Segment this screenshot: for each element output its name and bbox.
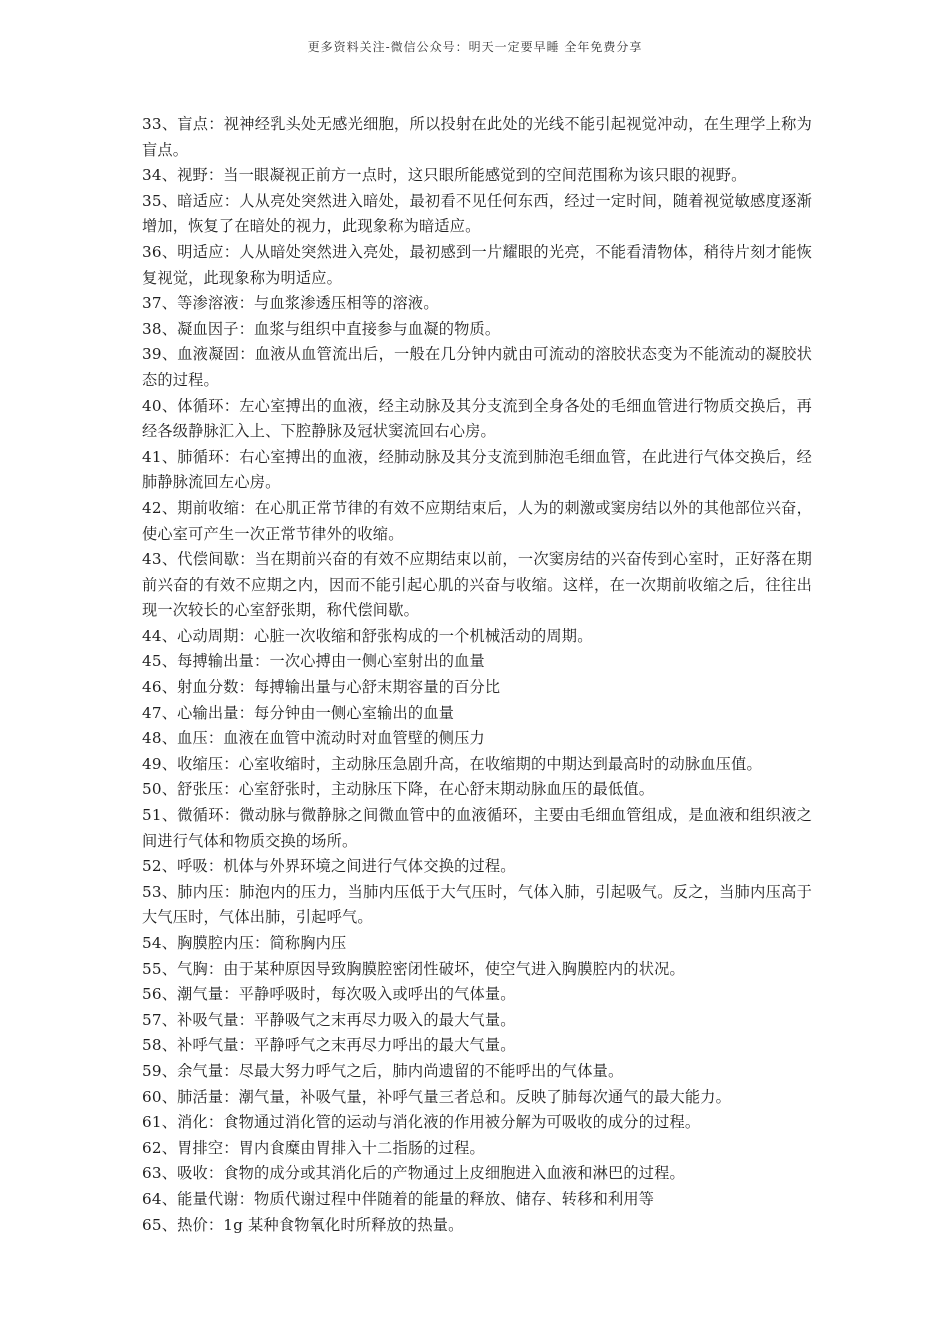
list-item: 57、补吸气量：平静吸气之末再尽力吸入的最大气量。 [142, 1010, 516, 1029]
list-item: 54、胸膜腔内压：简称胸内压 [142, 934, 347, 952]
list-item: 33、盲点：视神经乳头处无感光细胞，所以投射在此处的光线不能引起视觉冲动，在生理学上称为盲点。 [142, 115, 812, 159]
list-item: 35、暗适应：人从亮处突然进入暗处，最初看不见任何东西，经过一定时间，随着视觉敏感度逐渐增加，恢复了在暗处的视力，此现象称为暗适应。 [142, 191, 812, 236]
list-item: 40、体循环：左心室搏出的血液，经主动脉及其分支流到全身各处的毛细血管进行物质交换后，再经各级静脉汇入上、下腔静脉及冠状窦流回右心房。 [142, 396, 812, 441]
list-item: 59、余气量：尽最大努力呼气之后，肺内尚遗留的不能呼出的气体量。 [142, 1061, 624, 1080]
list-item: 58、补呼气量：平静呼气之末再尽力呼出的最大气量。 [142, 1036, 516, 1055]
list-item: 61、消化：食物通过消化管的运动与消化液的作用被分解为可吸收的成分的过程。 [142, 1113, 701, 1132]
list-item: 42、期前收缩：在心肌正常节律的有效不应期结束后，人为的刺激或窦房结以外的其他部位兴奋，使心室可产生一次正常节律外的收缩。 [142, 498, 812, 543]
list-item: 45、每搏输出量：一次心搏由一侧心室射出的血量 [142, 652, 485, 671]
list-item: 38、凝血因子：血浆与组织中直接参与血凝的物质。 [142, 319, 501, 338]
list-item: 49、收缩压：心室收缩时，主动脉压急剧升高，在收缩期的中期达到最高时的动脉血压值。 [142, 754, 762, 773]
list-item: 53、肺内压：肺泡内的压力，当肺内压低于大气压时，气体入肺，引起吸气。反之，当肺内压高于大气压时，气体出肺，引起呼气。 [142, 882, 812, 927]
list-item: 39、血液凝固：血液从血管流出后，一般在几分钟内就由可流动的溶胶状态变为不能流动的凝胶状态的过程。 [142, 345, 812, 389]
list-item: 36、明适应：人从暗处突然进入亮处，最初感到一片耀眼的光亮，不能看清物体，稍待片刻才能恢复视觉，此现象称为明适应。 [142, 242, 812, 287]
list-item: 37、等渗溶液：与血浆渗透压相等的溶液。 [142, 294, 439, 313]
page-header: 更多资料关注-微信公众号：明天一定要早睡 全年免费分享 [307, 40, 643, 54]
list-item: 65、热价：1g 某种食物氧化时所释放的热量。 [142, 1215, 464, 1234]
list-item: 63、吸收：食物的成分或其消化后的产物通过上皮细胞进入血液和淋巴的过程。 [142, 1164, 685, 1183]
list-item: 55、气胸：由于某种原因导致胸膜腔密闭性破坏，使空气进入胸膜腔内的状况。 [142, 959, 685, 978]
list-item: 48、血压：血液在血管中流动时对血管壁的侧压力 [142, 729, 485, 748]
list-item: 34、视野：当一眼凝视正前方一点时，这只眼所能感觉到的空间范围称为该只眼的视野。 [142, 166, 747, 185]
list-item: 50、舒张压：心室舒张时，主动脉压下降，在心舒末期动脉血压的最低值。 [142, 780, 655, 799]
list-item: 56、潮气量：平静呼吸时，每次吸入或呼出的气体量。 [142, 985, 516, 1004]
list-item: 41、肺循环：右心室搏出的血液，经肺动脉及其分支流到肺泡毛细血管，在此进行气体交换后，经肺静脉流回左心房。 [142, 447, 812, 492]
list-item: 46、射血分数：每搏输出量与心舒末期容量的百分比 [142, 678, 501, 697]
list-item: 44、心动周期：心脏一次收缩和舒张构成的一个机械活动的周期。 [142, 626, 593, 645]
list-item: 47、心输出量：每分钟由一侧心室输出的血量 [142, 703, 455, 722]
list-item: 43、代偿间歇：当在期前兴奋的有效不应期结束以前，一次窦房结的兴奋传到心室时，正好落在期前兴奋的有效不应期之内，因而不能引起心肌的兴奋与收缩。这样，在一次期前收缩之后，往往出现一次较长的心室舒张期，称代偿间歇。 [142, 550, 812, 620]
list-item: 52、呼吸：机体与外界环境之间进行气体交换的过程。 [142, 857, 516, 876]
list-item: 62、胃排空：胃内食糜由胃排入十二指肠的过程。 [142, 1138, 485, 1157]
definitions-list [142, 112, 812, 1238]
list-item: 51、微循环：微动脉与微静脉之间微血管中的血液循环，主要由毛细血管组成，是血液和组织液之间进行气体和物质交换的场所。 [142, 806, 812, 850]
list-item: 64、能量代谢：物质代谢过程中伴随着的能量的释放、储存、转移和利用等 [142, 1189, 655, 1208]
list-item: 60、肺活量：潮气量，补吸气量，补呼气量三者总和。反映了肺每次通气的最大能力。 [142, 1087, 732, 1106]
